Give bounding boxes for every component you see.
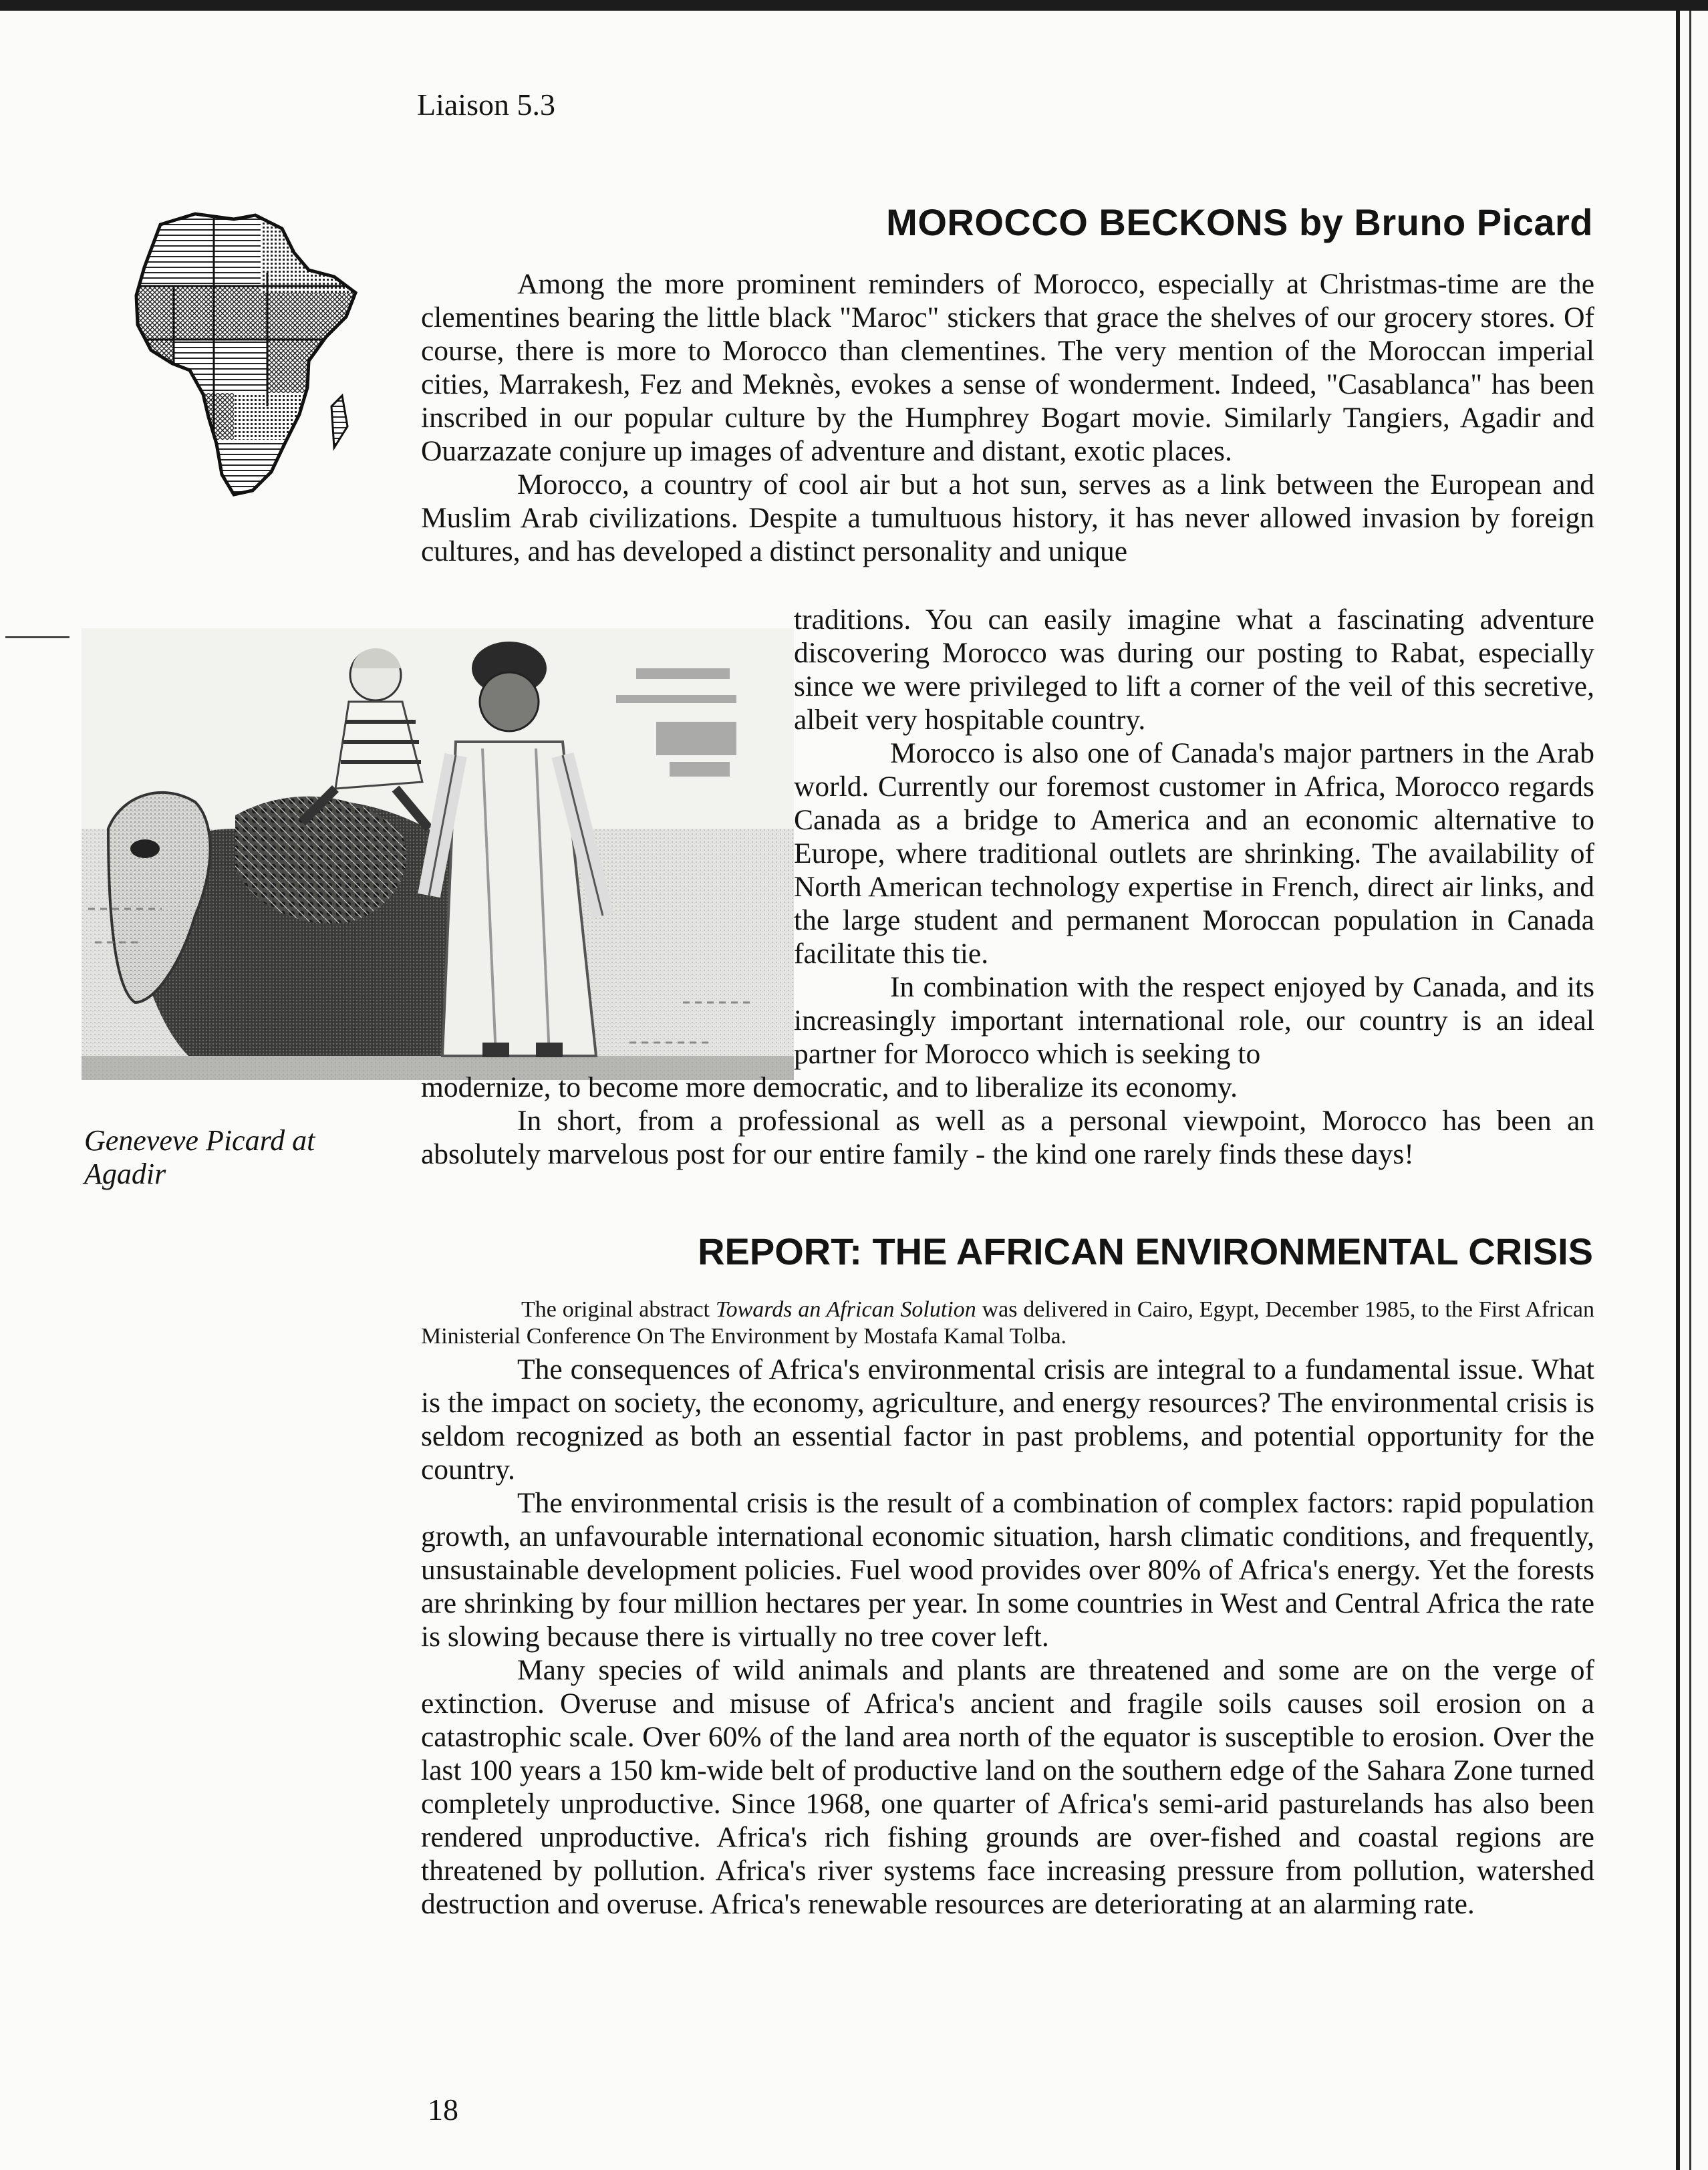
binding-border-line bbox=[1676, 11, 1680, 2170]
article-title-environmental-crisis: REPORT: THE AFRICAN ENVIRONMENTAL CRISIS bbox=[698, 1230, 1593, 1272]
abstract-text-post: was delivered in Cairo, Egypt, December 1985, to the First African Ministerial Conference On The Environment by Mostafa Kamal Tolba. bbox=[421, 1297, 1594, 1349]
page-number: 18 bbox=[428, 2092, 458, 2127]
paragraph: modernize, to become more democratic, and to liberalize its economy. bbox=[421, 1071, 1238, 1103]
running-header: Liaison 5.3 bbox=[417, 88, 555, 122]
paragraph: Morocco is also one of Canada's major partners in the Arab world. Currently our foremost customer in Africa, Morocco regards Canada as a bridge to America and an economic alternative to Europe, where traditional outlets are shrinking. The availability of North American technology expertise in French, direct air links, and the large student and permanent Moroccan population in Canada facilitate this tie. bbox=[794, 737, 1594, 970]
report-abstract-note bbox=[421, 1297, 1594, 1350]
binding-border-line-thin bbox=[1689, 11, 1691, 2170]
paragraph: traditions. You can easily imagine what a fascinating adventure discovering Morocco was during our posting to Rabat, especially since we were privileged to lift a corner of the veil of this secretive, albeit very hospitable country. bbox=[794, 603, 1594, 736]
paragraph: In combination with the respect enjoyed by Canada, and its increasingly important international role, our country is an ideal partner for Morocco which is seeking to bbox=[794, 971, 1594, 1070]
camel-photo-image bbox=[82, 628, 794, 1080]
paragraph: In short, from a professional as well as a personal viewpoint, Morocco has been an absolutely marvelous post for our entire family - the kind one rarely finds these days! bbox=[421, 1105, 1594, 1170]
paragraph: The environmental crisis is the result of a combination of complex factors: rapid population growth, an unfavourable international economic situation, harsh climatic conditions, and frequently, unsustainable development policies. Fuel wood provides over 80% of Africa's energy. Yet the forests are shrinking by four million hectares per year. In some countries in West and Central Africa the rate is slowing because there is virtually no tree cover left. bbox=[421, 1487, 1594, 1653]
photo-caption: Geneveve Picard at Agadir bbox=[84, 1124, 315, 1190]
article-morocco-body-beside-photo bbox=[794, 603, 1594, 1071]
abstract-paragraph bbox=[421, 1297, 1594, 1350]
paragraph: Among the more prominent reminders of Morocco, especially at Christmas-time are the clementines bearing the little black "Maroc" stickers that grace the shelves of our grocery stores. Of course, there is more to Morocco than clementines. The very mention of the Moroccan imperial cities, Marrakesh, Fez and Meknès, evokes a sense of wonderment. Indeed, "Casablanca" has been inscribed in our popular culture by the Humphrey Bogart movie. Similarly Tangiers, Agadir and Ouarzazate conjure up images of adventure and distant, exotic places. bbox=[421, 268, 1594, 467]
scan-top-border bbox=[0, 0, 1708, 11]
article-morocco-body-bottom bbox=[421, 1071, 1594, 1171]
paragraph: Many species of wild animals and plants are threatened and some are on the verge of extinction. Overuse and misuse of Africa's ancient and fragile soils causes soil erosion on a catastrophic scale. Over 60% of the land area north of the equator is susceptible to erosion. Over the last 100 years a 150 km-wide belt of productive land on the southern edge of the Sahara Zone turned completely unproductive. Since 1968, one quarter of Africa's semi-arid pasturelands has also been rendered unproductive. Africa's rich fishing grounds are over-fished and coastal regions are threatened by pollution. Africa's river systems face increasing pressure from pollution, watershed destruction and overuse. Africa's renewable resources are deteriorating at an alarming rate. bbox=[421, 1654, 1594, 1920]
abstract-text-pre: The original abstract bbox=[521, 1297, 716, 1322]
paragraph: Morocco, a country of cool air but a hot sun, serves as a link between the European and Muslim Arab civilizations. Despite a tumultuous history, it has never allowed invasion by foreign cultures, and has developed a distinct personality and unique bbox=[421, 468, 1594, 567]
article-title-morocco-beckons: MOROCCO BECKONS by Bruno Picard bbox=[886, 201, 1593, 243]
abstract-source-title: Towards an African Solution bbox=[715, 1297, 976, 1322]
africa-map-image bbox=[134, 206, 361, 500]
article-morocco-body-top bbox=[421, 267, 1594, 568]
margin-mark bbox=[5, 636, 69, 638]
paragraph: The consequences of Africa's environmental crisis are integral to a fundamental issue. What is the impact on society, the economy, agriculture, and energy resources? The environmental crisis is seldom recognized as both an essential factor in past problems, and potential opportunity for the country. bbox=[421, 1353, 1594, 1486]
report-body bbox=[421, 1353, 1594, 1921]
